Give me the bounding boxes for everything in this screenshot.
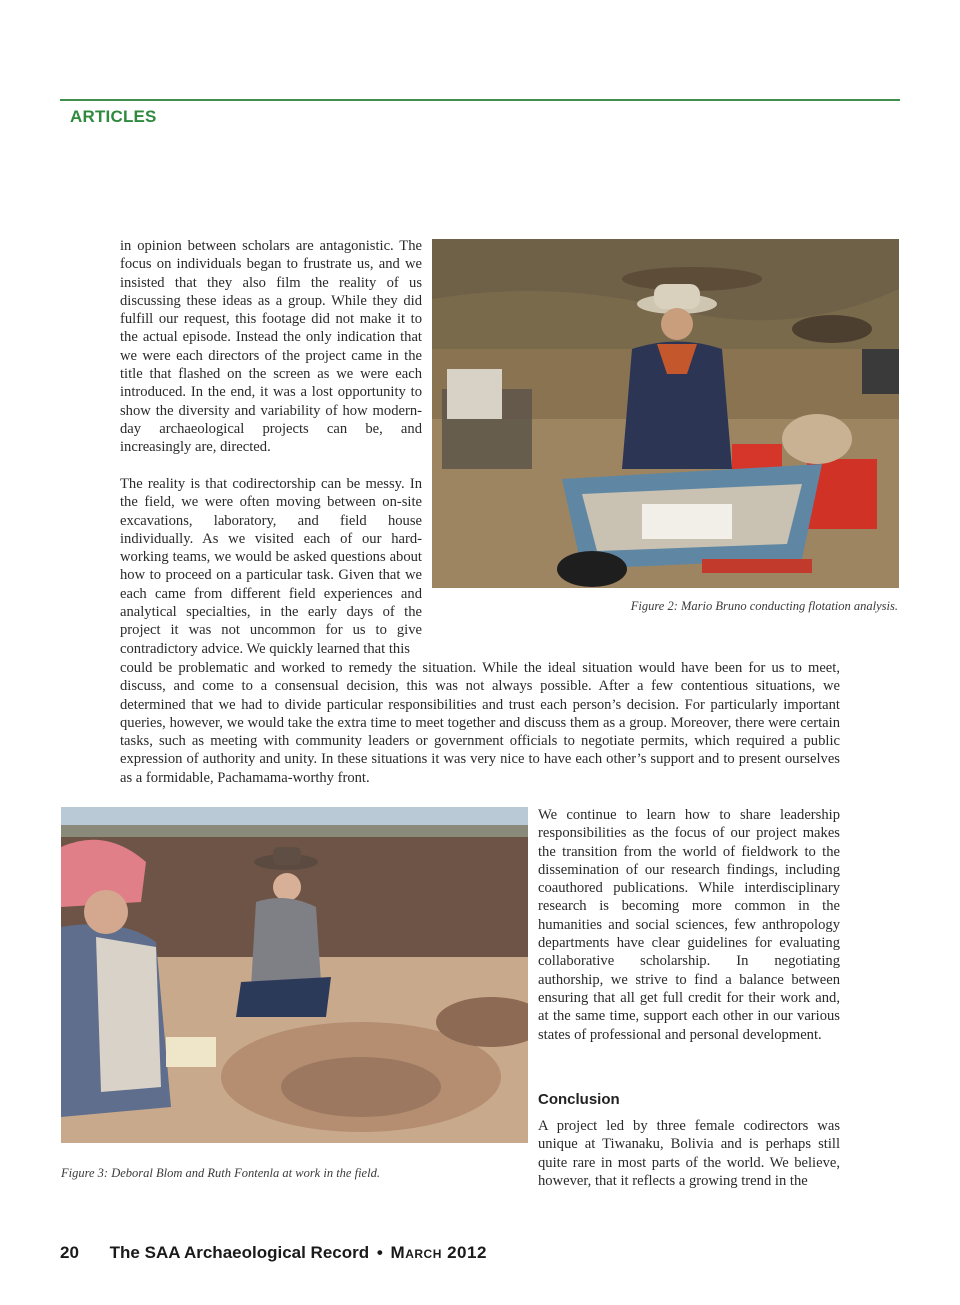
publication-title: The SAA Archaeological Record (109, 1243, 370, 1262)
figure-2-photo (432, 239, 899, 588)
body-paragraph-2-wide: could be problematic and worked to remedy the situation. While the ideal situation would have been for us to meet, discuss, and come to a consensual decision, this was not always possible. After a few contentious situations, we determined that we had to divide particular responsibilities and trust each person’s decision. For particularly important queries, however, we would take the extra time to meet together and discuss them as a group. Moreover, there were certain tasks, such as meeting with community leaders or government officials to negotiate permits, which required a public expression of authority and unity. In these situations it was very nice to have each other’s support and to present ourselves as a formidable, Pachamama-worthy front. (120, 660, 840, 786)
section-label: ARTICLES (70, 107, 157, 126)
header-rule (60, 99, 900, 101)
conclusion-paragraph: A project led by three female codirectors was unique at Tiwanaku, Bolivia and is perhaps still quite rare in most parts of the world. We believe, however, that it reflects a growing trend in the (538, 1118, 840, 1189)
figure-3-caption: Figure 3: Deboral Blom and Ruth Fontenla at work in the field. (61, 1166, 380, 1180)
figure-3-photo (61, 807, 528, 1143)
body-paragraph-3: We continue to learn how to share leadership responsibilities as the focus of our project makes the transition from the world of fieldwork to the dissemination of our research findings, including coauthored publications. While interdisciplinary research is becoming more common in the humanities and social sciences, few anthropology departments have clear guidelines for evaluating collaborative scholarship. In negotiating authorship, we strive to find a balance between ensuring that all get full credit for their work and, at the same time, support each other in our various states of professional and personal development. (538, 807, 840, 1043)
body-paragraph-1: in opinion between scholars are antagonistic. The focus on individuals began to frustrate us, and we insisted that they also film the reality of us discussing these ideas as a group. While they did fulfill our request, this footage did not make it to the actual episode. Instead the only indication that we were each directors of the project came in the title that flashed on the screen as we were each introduced. In the end, it was a lost opportunity to show the diversity and variability of how modern-day archaeological projects can be, and increasingly are, directed. (120, 238, 422, 456)
conclusion-heading: Conclusion (538, 1091, 620, 1108)
page-number: 20 (60, 1243, 79, 1262)
body-paragraph-2-narrow: The reality is that codirectorship can be messy. In the field, we were often moving between on-site excavations, laboratory, and field house individually. As we visited each of our hard-working teams, we would be asked questions about how to proceed on a particular task. Given that we each came from different field experiences and analytical specialties, in the early days of the project it was not uncommon for us to give contradictory advice. We quickly learned that this (120, 476, 422, 657)
page-footer (60, 1243, 487, 1263)
footer-separator: • (376, 1243, 383, 1262)
issue-date: March 2012 (390, 1243, 487, 1262)
figure-2-caption: Figure 2: Mario Bruno conducting flotation analysis. (630, 599, 898, 613)
